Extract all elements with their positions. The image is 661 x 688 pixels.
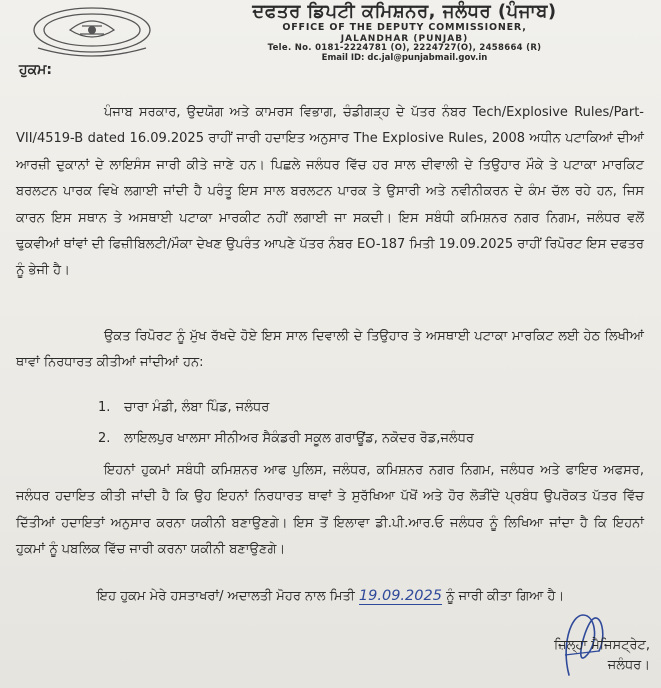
office-title-english: OFFICE OF THE DEPUTY COMMISSIONER, [282, 21, 527, 33]
signatory-designation: ਜ਼ਿਲ੍ਹਾ ਮੈਜਿਸਟ੍ਰੇਟ, [553, 638, 650, 653]
paragraph-2-text: ਉਕਤ ਰਿਪੋਰਟ ਨੂੰ ਮੁੱਖ ਰੱਖਦੇ ਹੋਏ ਇਸ ਸਾਲ ਦਿਵਾਲੀ ਦੇ ਤਿਉਹਾਰ ਤੇ ਅਸਥਾਈ ਪਟਾਕਾ ਮਾਰਕਿਟ ਲਈ ਹੇਠ ਲਿਖੀਆਂ ਥਾਵਾਂ ਨਿਰਧਾਰਤ ਕੀਤੀਆਂ ਜਾਂਦੀਆਂ ਹਨ: [16, 329, 644, 371]
email-address: Email ID: dc.jal@punjabmail.gov.in [321, 52, 488, 63]
office-title-punjabi: ਦਫਤਰ ਡਿਪਟੀ ਕਮਿਸ਼ਨਰ, ਜਲੰਧਰ (ਪੰਜਾਬ) [252, 1, 557, 22]
list-item-text: ਲਾਇਲਪੁਰ ਖਾਲਸਾ ਸੀਨੀਅਰ ਸੈਕੰਡਰੀ ਸਕੂਲ ਗਰਾਊਂਡ, ਨਕੋਦਰ ਰੋਡ,ਜਲੰਧਰ [124, 431, 474, 446]
location-list [98, 392, 474, 454]
telephone-numbers: Tele. No. 0181-2224781 (O), 2224727(O), 2458664 (R) [267, 42, 542, 53]
order-paragraph-2 [16, 324, 644, 377]
order-paragraph-3 [16, 458, 644, 564]
government-emblem [30, 4, 155, 62]
order-heading: ਹੁਕਮ: [19, 62, 52, 78]
order-paragraph-1 [16, 100, 644, 285]
signatory-block [520, 636, 650, 676]
paragraph-1-text: ਪੰਜਾਬ ਸਰਕਾਰ, ਉਦਯੋਗ ਅਤੇ ਕਾਮਰਸ ਵਿਭਾਗ, ਚੰਡੀਗੜ੍ਹ ਦੇ ਪੱਤਰ ਨੰਬਰ Tech/Explosive Rules/Part-VII/4519-B dated 16.09.2025 ਰਾਹੀਂ ਜਾਰੀ ਹਦਾਇਤ ਅਨੁਸਾਰ The Explosive Rules, 2008 ਅਧੀਨ ਪਟਾਕਿਆਂ ਦੀਆਂ ਆਰਜ਼ੀ ਦੁਕਾਨਾਂ ਦੇ ਲਾਇਸੰਸ ਜਾਰੀ ਕੀਤੇ ਜਾਣੇ ਹਨ। ਪਿਛਲੇ ਜਲੰਧਰ ਵਿੱਚ ਹਰ ਸਾਲ ਦੀਵਾਲੀ ਦੇ ਤਿਉਹਾਰ ਮੌਕੇ ਤੇ ਪਟਾਕਾ ਮਾਰਕਿਟ ਬਰਲਟਨ ਪਾਰਕ ਵਿਖੇ ਲਗਾਈ ਜਾਂਦੀ ਹੈ ਪਰੰਤੂ ਇਸ ਸਾਲ ਬਰਲਟਨ ਪਾਰਕ ਤੇ ਉਸਾਰੀ ਅਤੇ ਨਵੀਨੀਕਰਨ ਦੇ ਕੰਮ ਚੱਲ ਰਹੇ ਹਨ, ਜਿਸ ਕਾਰਨ ਇਸ ਸਥਾਨ ਤੇ ਅਸਥਾਈ ਪਟਾਕਾ ਮਾਰਕੀਟ ਨਹੀਂ ਲਗਾਈ ਜਾ ਸਕਦੀ। ਇਸ ਸਬੰਧੀ ਕਮਿਸ਼ਨਰ ਨਗਰ ਨਿਗਮ, ਜਲੰਧਰ ਵਲੋਂ ਢੁਕਵੀਆਂ ਥਾਂਵਾਂ ਦੀ ਫਿਜ਼ੀਬਿਲਟੀ/ਮੌਕਾ ਦੇਖਣ ਉਪਰੰਤ ਆਪਣੇ ਪੱਤਰ ਨੰਬਰ EO-187 ਮਿਤੀ 19.09.2025 ਰਾਹੀਂ ਰਿਪੋਰਟ ਇਸ ਦਫਤਰ ਨੂੰ ਭੇਜੀ ਹੈ। [16, 105, 644, 279]
list-item [98, 423, 474, 454]
issuance-text: ਇਹ ਹੁਕਮ ਮੇਰੇ ਹਸਤਾਖਰਾਂ/ ਅਦਾਲਤੀ ਮੋਹਰ ਨਾਲ ਮਿਤੀ [96, 589, 355, 604]
office-location: JALANDHAR (PUNJAB) [340, 33, 469, 44]
list-item-number: 2. [98, 431, 111, 446]
issuance-text-end: ਨੂੰ ਜਾਰੀ ਕੀਤਾ ਗਿਆ ਹੈ। [446, 589, 565, 604]
list-item-number: 1. [98, 400, 111, 415]
handwritten-date: 19.09.2025 [358, 588, 442, 604]
paragraph-3-text: ਇਹਨਾਂ ਹੁਕਮਾਂ ਸਬੰਧੀ ਕਮਿਸ਼ਨਰ ਆਫ ਪੁਲਿਸ, ਜਲੰਧਰ, ਕਮਿਸ਼ਨਰ ਨਗਰ ਨਿਗਮ, ਜਲੰਧਰ ਅਤੇ ਫਾਇਰ ਅਫਸਰ, ਜਲੰਧਰ ਹਦਾਇਤ ਕੀਤੀ ਜਾਂਦੀ ਹੈ ਕਿ ਉਹ ਇਹਨਾਂ ਨਿਰਧਾਰਤ ਥਾਵਾਂ ਤੇ ਸੁਰੱਖਿਆ ਪੱਖੋਂ ਅਤੇ ਹੋਰ ਲੋੜੀਂਦੇ ਪ੍ਰਬੰਧ ਉਪਰੋਕਤ ਪੱਤਰ ਵਿੱਚ ਦਿੱਤੀਆਂ ਹਦਾਇਤਾਂ ਅਨੁਸਾਰ ਕਰਨਾ ਯਕੀਨੀ ਬਣਾਉਣਗੇ। ਇਸ ਤੋਂ ਇਲਾਵਾ ਡੀ.ਪੀ.ਆਰ.ਓ ਜਲੰਧਰ ਨੂੰ ਲਿਖਿਆ ਜਾਂਦਾ ਹੈ ਕਿ ਇਹਨਾਂ ਹੁਕਮਾਂ ਨੂੰ ਪਬਲਿਕ ਵਿੱਚ ਜਾਰੀ ਕਰਨਾ ਯਕੀਨੀ ਬਣਾਉਣਗੇ। [16, 463, 644, 558]
letterhead [152, 2, 657, 63]
list-item [98, 392, 474, 423]
list-item-text: ਚਾਰਾ ਮੰਡੀ, ਲੰਬਾ ਪਿੰਡ, ਜਲੰਧਰ [124, 400, 270, 415]
signatory-place: ਜਲੰਧਰ। [607, 658, 650, 673]
